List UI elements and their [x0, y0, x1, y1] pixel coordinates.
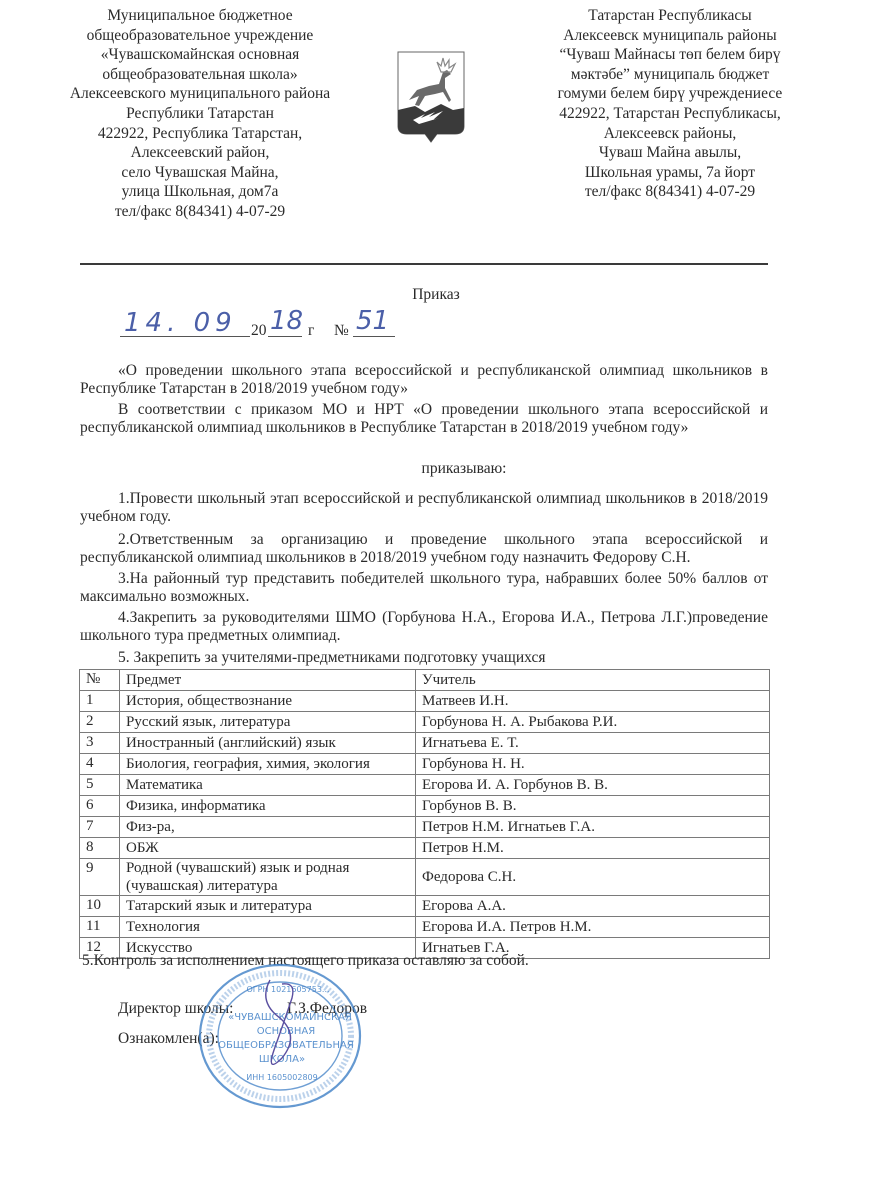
row-number: 10: [80, 896, 120, 917]
header-right-line: гомуми белем бирү учреждениесе: [557, 85, 783, 103]
header-left-line: село Чувашская Майна,: [121, 163, 279, 181]
date-handwritten: 14. 09: [124, 308, 237, 338]
order-item-1: 1.Провести школьный этап всероссийской и республиканской олимпиад школьников в 2018/2019 учебном году.: [80, 490, 768, 525]
row-number: 1: [80, 691, 120, 712]
header-right-line: тел/факс 8(84341) 4-07-29: [584, 183, 756, 201]
row-teacher: Горбунов В. В.: [416, 796, 770, 817]
number-label: №: [334, 322, 349, 339]
year-field-underline: [268, 336, 302, 337]
header-cell-teacher: Учитель: [416, 670, 770, 691]
header-cell-subject: Предмет: [120, 670, 416, 691]
row-number: 12: [80, 938, 120, 959]
order-item-5: 5. Закрепить за учителями-предметниками подготовку учащихся: [118, 649, 546, 666]
table-row: [80, 733, 770, 754]
row-teacher: Петров Н.М.: [416, 838, 770, 859]
row-number: 8: [80, 838, 120, 859]
header-right-line: Алексеевск районы,: [603, 124, 737, 142]
header-divider: [80, 263, 768, 265]
coat-of-arms-deer-icon: [395, 50, 467, 146]
row-teacher: Горбунова Н. Н.: [416, 754, 770, 775]
order-title: Приказ: [412, 286, 460, 303]
table-row: [80, 691, 770, 712]
order-item-3: 3.На районный тур представить победителей школьного тура, набравших более 50% баллов от максимально возможных.: [80, 570, 768, 605]
row-number: 7: [80, 817, 120, 838]
table-row: [80, 817, 770, 838]
header-cell-number: №: [80, 670, 120, 691]
order-subject: «О проведении школьного этапа всероссийской и республиканской олимпиад школьников в Республике Татарстан в 2018/2019 учебном году»: [80, 362, 768, 397]
order-date-line: [110, 306, 410, 350]
stamp-inn: ИНН 1605002809: [246, 1073, 318, 1082]
year-suffix: г: [308, 322, 315, 339]
table-row: [80, 917, 770, 938]
director-label: Директор школы:: [118, 1000, 234, 1017]
header-left-block: [40, 6, 360, 222]
order-item-4: 4.Закрепить за руководителями ШМО (Горбунова Н.А., Егорова И.А., Петрова Л.Г.)проведение школьного тура предметных олимпиад.: [80, 609, 768, 644]
subjects-teachers-table: [79, 669, 770, 959]
table-row: [80, 838, 770, 859]
row-subject: Родной (чувашский) язык и родная (чувашская) литература: [120, 859, 416, 896]
header-left-line: Алексеевского муниципального района: [69, 85, 331, 103]
order-word: приказываю:: [421, 460, 507, 477]
header-right-line: Школьная урамы, 7а йорт: [584, 163, 756, 181]
header-right-line: Татарстан Республикасы: [588, 7, 752, 24]
row-number: 11: [80, 917, 120, 938]
header-left-line: общеобразовательное учреждение: [86, 26, 314, 44]
director-name: Г.З.Федоров: [287, 1000, 368, 1017]
header-left-line: улица Школьная, дом7а: [121, 183, 279, 201]
row-number: 4: [80, 754, 120, 775]
row-number: 9: [80, 859, 120, 896]
year-handwritten: 18: [270, 306, 304, 336]
row-subject: Искусство: [120, 938, 416, 959]
row-subject: Физика, информатика: [120, 796, 416, 817]
table-row: [80, 775, 770, 796]
row-teacher: Егорова И.А. Петров Н.М.: [416, 917, 770, 938]
stamp-ogrn: ОГРН 1021605753...: [246, 985, 330, 994]
header-right-line: Алексеевск муниципаль районы: [563, 26, 777, 44]
row-number: 3: [80, 733, 120, 754]
row-teacher: Матвеев И.Н.: [416, 691, 770, 712]
stamp-line: ШКОЛА»: [258, 1054, 306, 1065]
row-teacher: Игнатьева Е. Т.: [416, 733, 770, 754]
header-left-line: тел/факс 8(84341) 4-07-29: [114, 202, 286, 220]
row-teacher: Федорова С.Н.: [416, 859, 770, 896]
header-left-line: «Чувашскомайнская основная: [100, 46, 300, 64]
header-left-line: общеобразовательная школа»: [102, 65, 298, 83]
row-teacher: Петров Н.М. Игнатьев Г.А.: [416, 817, 770, 838]
order-closing: 5.Контроль за исполнением настоящего приказа оставляю за собой.: [82, 952, 529, 969]
table-row: [80, 859, 770, 896]
header-right-block: [505, 6, 835, 202]
stamp-line: ОБЩЕОБРАЗОВАТЕЛЬНАЯ: [218, 1040, 354, 1051]
row-number: 6: [80, 796, 120, 817]
year-prefix: 20: [251, 322, 267, 339]
number-handwritten: 51: [356, 306, 390, 336]
order-basis: В соответствии с приказом МО и НРТ «О проведении школьного этапа всероссийской и республиканской олимпиад школьников в Республике Татарстан в 2018/2019 учебном году»: [80, 401, 768, 436]
row-subject: История, обществознание: [120, 691, 416, 712]
row-subject: Физ-ра,: [120, 817, 416, 838]
acknowledged-label: Ознакомлен(а):: [118, 1030, 219, 1047]
row-teacher: Горбунова Н. А. Рыбакова Р.И.: [416, 712, 770, 733]
number-field-underline: [353, 336, 395, 337]
row-number: 5: [80, 775, 120, 796]
table-row: [80, 712, 770, 733]
row-subject: Иностранный (английский) язык: [120, 733, 416, 754]
table-row: [80, 796, 770, 817]
row-subject: Русский язык, литература: [120, 712, 416, 733]
stamp-line: ОСНОВНАЯ: [256, 1026, 316, 1037]
school-seal-stamp: [196, 962, 364, 1110]
header-left-line: Республики Татарстан: [126, 104, 274, 122]
row-subject: Татарский язык и литература: [120, 896, 416, 917]
row-subject: Технология: [120, 917, 416, 938]
row-subject: Математика: [120, 775, 416, 796]
row-number: 2: [80, 712, 120, 733]
row-subject: Биология, география, химия, экология: [120, 754, 416, 775]
row-teacher: Егорова И. А. Горбунов В. В.: [416, 775, 770, 796]
stamp-line: «ЧУВАШСКОМАЙНСКАЯ: [228, 1012, 352, 1023]
header-left-line: Муниципальное бюджетное: [107, 7, 293, 24]
header-left-line: Алексеевский район,: [130, 144, 270, 162]
header-right-line: “Чуваш Майнасы төп белем бирү: [559, 46, 781, 64]
header-right-line: 422922, Татарстан Республикасы,: [559, 104, 781, 122]
table-row: [80, 896, 770, 917]
header-right-line: Чуваш Майна авылы,: [598, 144, 742, 162]
row-teacher: Игнатьев Г.А.: [416, 938, 770, 959]
table-row: [80, 754, 770, 775]
order-item-2: 2.Ответственным за организацию и проведение школьного этапа всероссийской и республиканской олимпиад школьников в 2018/2019 учебном году назначить Федорову С.Н.: [80, 531, 768, 566]
header-right-line: мәктәбе” муниципаль бюджет: [570, 65, 770, 83]
header-left-line: 422922, Республика Татарстан,: [97, 124, 303, 142]
table-header-row: [80, 670, 770, 691]
row-subject: ОБЖ: [120, 838, 416, 859]
row-teacher: Егорова А.А.: [416, 896, 770, 917]
